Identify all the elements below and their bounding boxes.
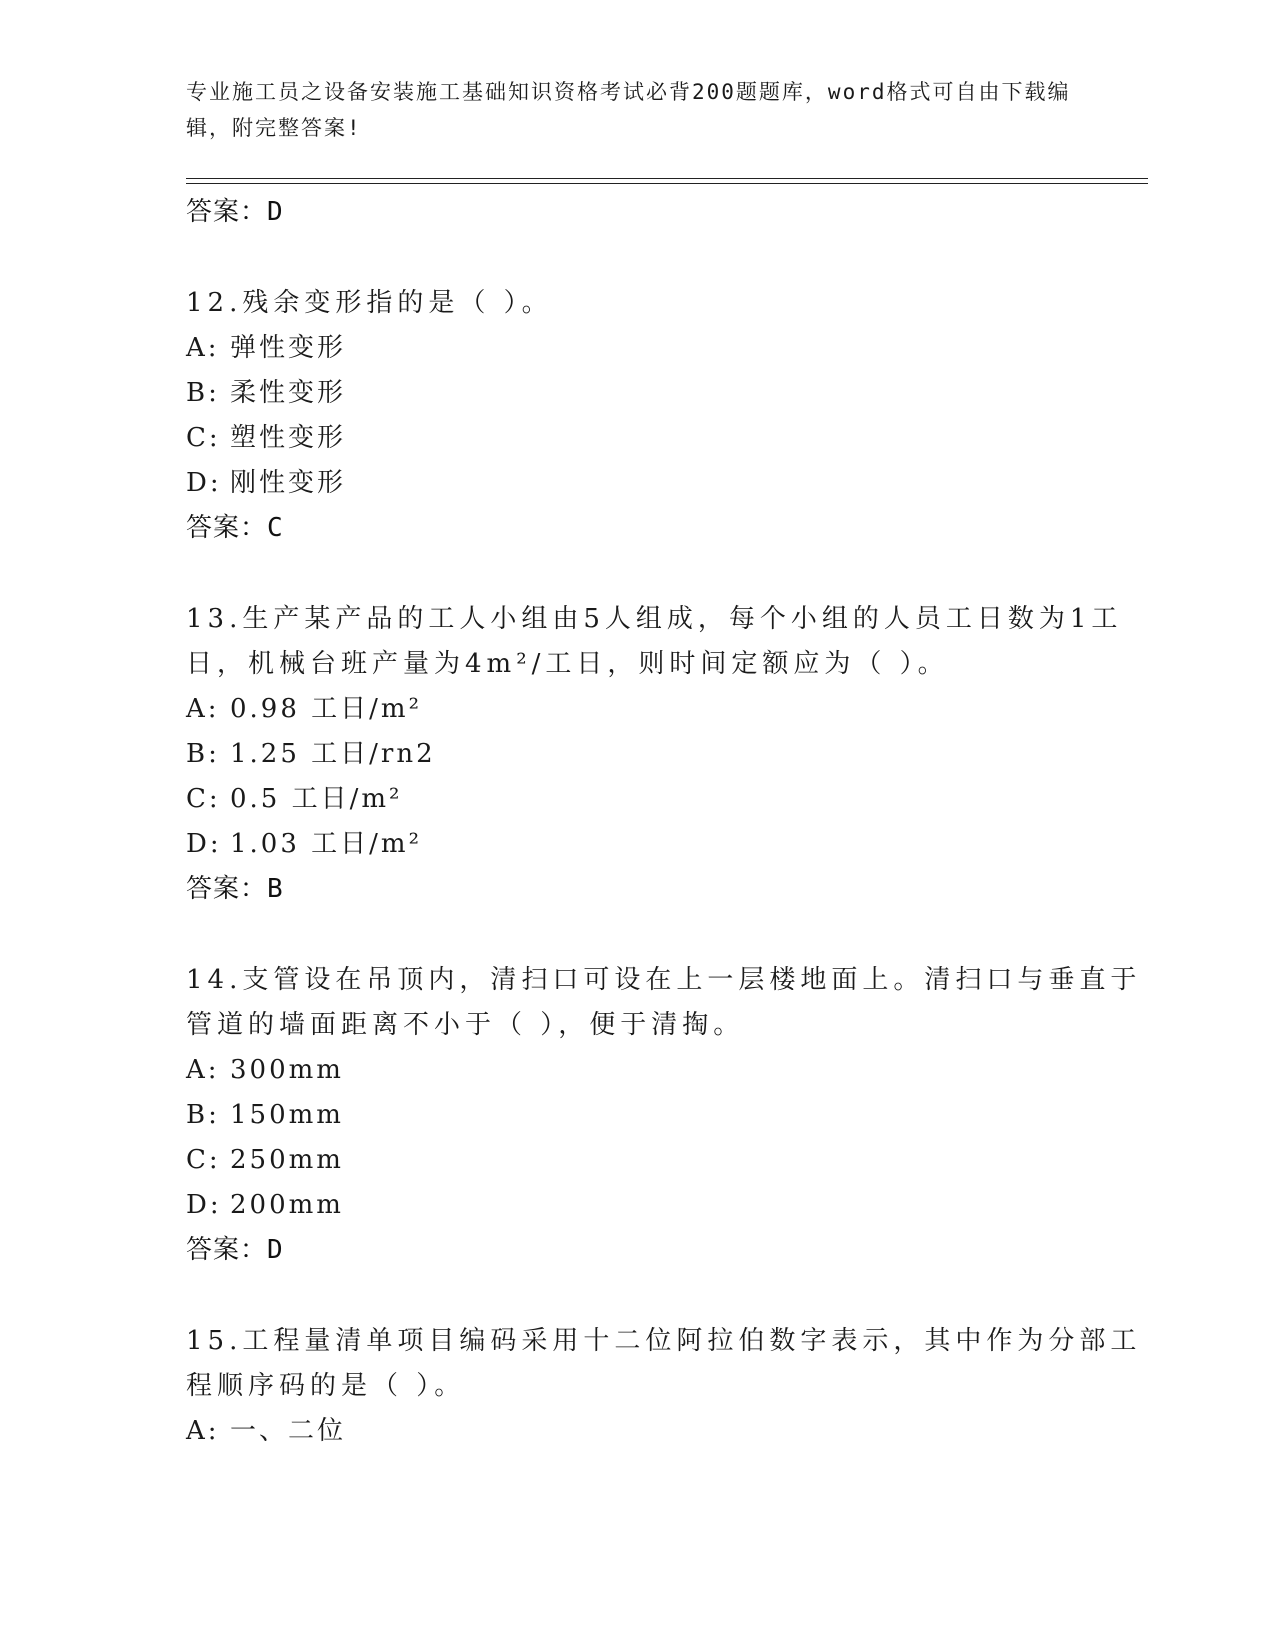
question-text: 12.残余变形指的是（ ）。 <box>186 288 553 318</box>
answer-line: 答案：D <box>186 1235 284 1265</box>
answer-line: 答案：C <box>186 513 284 543</box>
option-d <box>186 461 1146 506</box>
option-letter: B: <box>186 739 220 769</box>
option-b <box>186 732 1146 777</box>
question-text: 13.生产某产品的工人小组由5人组成，每个小组的人员工日数为1工日，机械台班产量为4m²/工日，则时间定额应为（ ）。 <box>186 604 1123 679</box>
header-divider-bottom <box>186 183 1148 184</box>
option-letter: B: <box>186 1100 220 1130</box>
document-header: 专业施工员之设备安装施工基础知识资格考试必背200题题库，word格式可自由下载编辑，附完整答案! <box>186 80 1071 140</box>
option-c <box>186 1138 1146 1183</box>
question-list <box>186 190 1146 1454</box>
option-letter: D: <box>186 829 222 859</box>
option-letter: B: <box>186 378 220 408</box>
option-text: 柔性变形 <box>230 378 347 408</box>
option-text: 0.5 工日/m² <box>230 784 403 814</box>
option-c <box>186 416 1146 461</box>
option-letter: C: <box>186 1145 221 1175</box>
option-letter: A: <box>186 694 220 724</box>
question-text: 15.工程量清单项目编码采用十二位阿拉伯数字表示，其中作为分部工程顺序码的是（ ）。 <box>186 1326 1142 1401</box>
option-letter: A: <box>186 1416 220 1446</box>
answer-line: 答案：D <box>186 197 284 227</box>
option-a <box>186 1409 1146 1454</box>
option-c <box>186 777 1146 822</box>
option-text: 一、二位 <box>230 1416 347 1446</box>
question-block <box>186 958 1146 1273</box>
question-block <box>186 597 1146 912</box>
option-b <box>186 1093 1146 1138</box>
option-text: 塑性变形 <box>230 423 347 453</box>
option-d <box>186 822 1146 867</box>
option-text: 弹性变形 <box>230 333 347 363</box>
option-letter: A: <box>186 333 220 363</box>
option-a <box>186 687 1146 732</box>
option-a <box>186 1048 1146 1093</box>
option-text: 200mm <box>230 1190 344 1220</box>
option-text: 1.03 工日/m² <box>230 829 422 859</box>
question-text: 14.支管设在吊顶内，清扫口可设在上一层楼地面上。清扫口与垂直于管道的墙面距离不小于（ ），便于清掏。 <box>186 965 1142 1040</box>
option-letter: A: <box>186 1055 220 1085</box>
option-text: 250mm <box>230 1145 344 1175</box>
option-letter: D: <box>186 468 222 498</box>
question-block <box>186 281 1146 551</box>
option-d <box>186 1183 1146 1228</box>
answer-line: 答案：B <box>186 874 284 904</box>
question-block <box>186 1319 1146 1454</box>
option-letter: C: <box>186 423 221 453</box>
header-divider-top <box>186 178 1148 179</box>
option-a <box>186 326 1146 371</box>
option-text: 300mm <box>230 1055 344 1085</box>
option-text: 150mm <box>230 1100 344 1130</box>
option-letter: D: <box>186 1190 222 1220</box>
option-text: 0.98 工日/m² <box>230 694 422 724</box>
option-text: 刚性变形 <box>230 468 347 498</box>
option-b <box>186 371 1146 416</box>
option-letter: C: <box>186 784 221 814</box>
option-text: 1.25 工日/rn2 <box>230 739 436 769</box>
